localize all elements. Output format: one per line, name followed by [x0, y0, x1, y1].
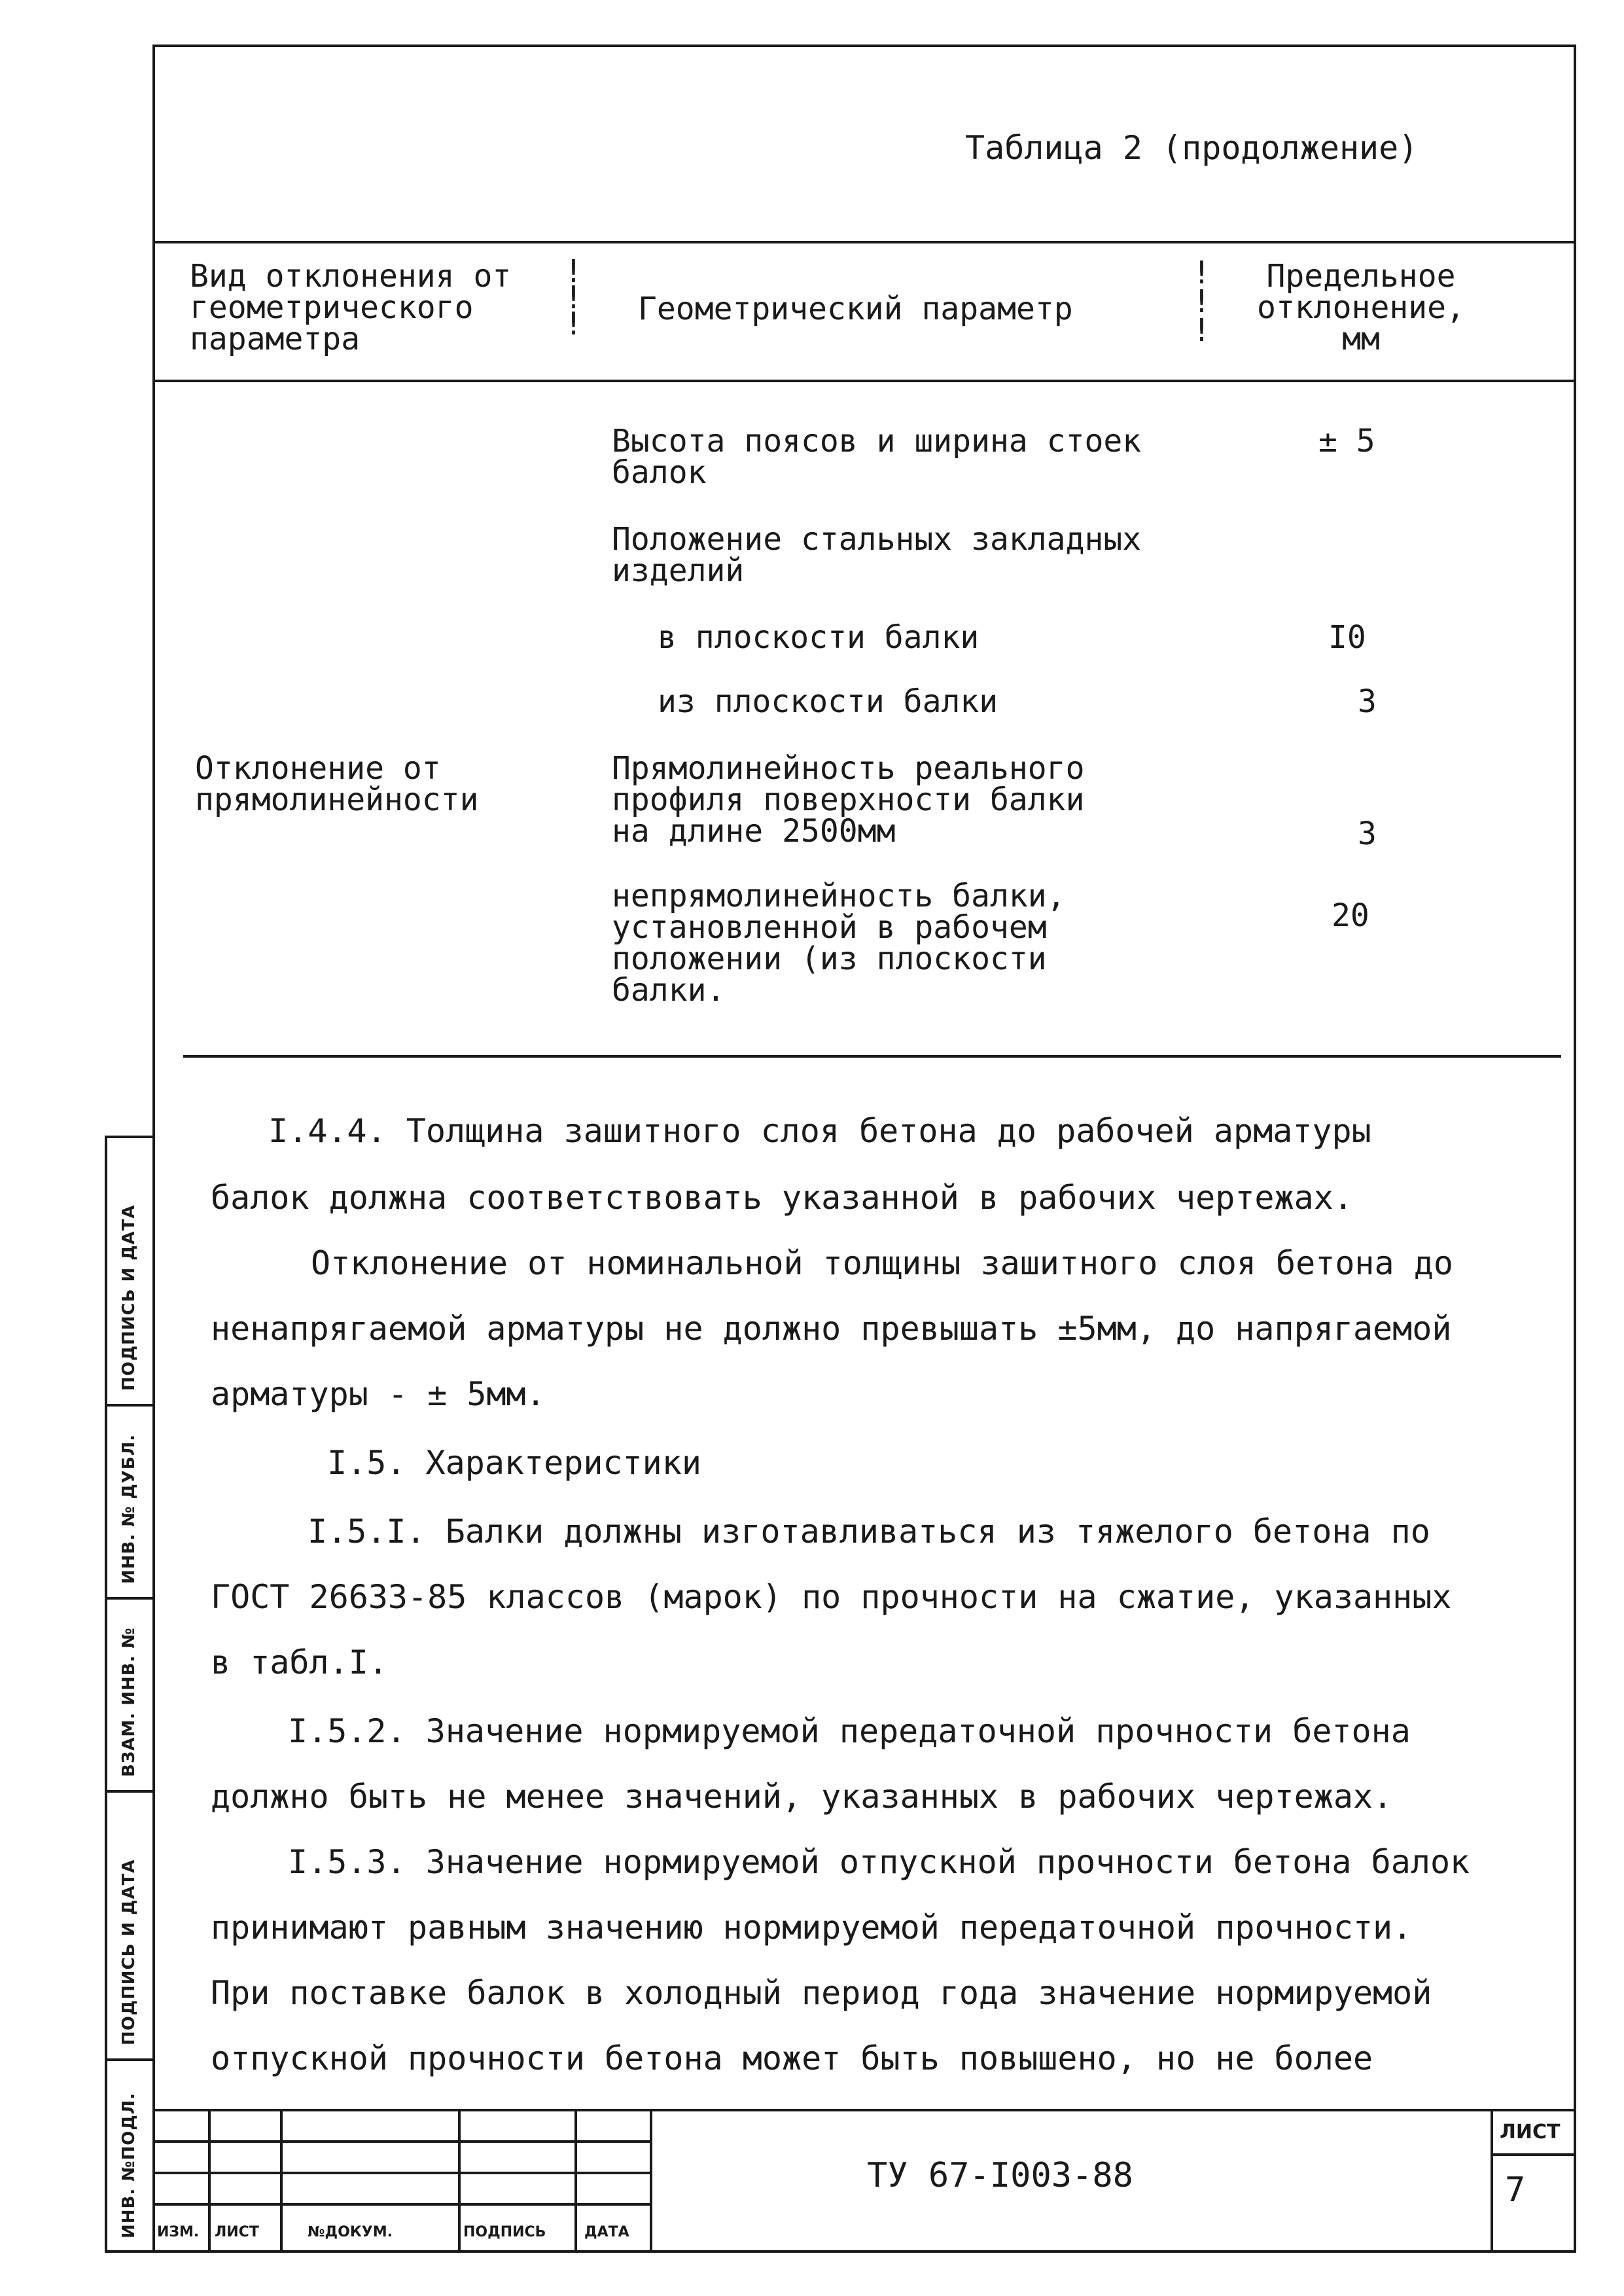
stamp-top-rule [152, 2109, 1576, 2111]
body-line-14: При поставке балок в холодный период года значение нормируемой [211, 1974, 1432, 2012]
header-kind: Вид отклонения от геометрического параметра [190, 258, 512, 357]
side-strip-div-4 [105, 2058, 154, 2061]
table-top-rule [152, 241, 1576, 243]
body-line-4: ненапрягаемой арматуры не должно превышать ±5мм, до напрягаемой [211, 1310, 1452, 1348]
body-line-11: должно быть не менее значений, указанных в рабочих чертежах. [211, 1778, 1393, 1816]
side-label-podpis-1: ПОДПИСЬ И ДАТА [119, 1204, 139, 1391]
stamp-col-podpis: ПОДПИСЬ [463, 2224, 546, 2240]
stamp-col-izm: ИЗМ. [157, 2224, 200, 2240]
stamp-col-6 [1491, 2109, 1493, 2250]
stamp-col-5 [650, 2109, 652, 2250]
side-label-vzam: ВЗАМ. ИНВ. № [119, 1627, 139, 1777]
side-strip-left [105, 1136, 107, 2253]
header-param: Геометрический параметр [638, 291, 1073, 327]
side-strip-div-1 [105, 1404, 154, 1407]
body-line-7: I.5.I. Балки должны изготавливаться из тяжелого бетона по [308, 1513, 1430, 1551]
sheet-number: 7 [1505, 2170, 1526, 2210]
row-4-value: 3 [1358, 683, 1377, 720]
row-6-value: 20 [1332, 897, 1369, 934]
row-1-param: Высота поясов и ширина стоек балок [612, 423, 1142, 491]
sheet-label: ЛИСТ [1500, 2121, 1561, 2144]
document-code: ТУ 67-I003-88 [867, 2156, 1133, 2195]
row-5-value: 3 [1358, 816, 1377, 852]
table-caption: Таблица 2 (продолжение) [965, 129, 1419, 167]
side-strip-top [105, 1136, 154, 1138]
stamp-col-3 [458, 2109, 461, 2250]
header-limit: Предельное отклонение, мм [1257, 258, 1465, 357]
stamp-col-data: ДАТА [584, 2224, 629, 2240]
table-bottom-rule [183, 1055, 1561, 1058]
body-line-8: ГОСТ 26633-85 классов (марок) по прочности на сжатие, указанных [211, 1578, 1452, 1616]
table-header-rule [152, 380, 1576, 382]
body-line-5: арматуры - ± 5мм. [211, 1375, 546, 1413]
row-5-kind: Отклонение от прямолинейности [195, 750, 479, 818]
body-line-2: балок должна соответствовать указанной в рабочих чертежах. [211, 1179, 1353, 1217]
row-1-value: ± 5 [1318, 423, 1375, 459]
header-separator-1: ! ! ! [564, 253, 583, 342]
body-line-15: отпускной прочности бетона может быть повышено, но не более [211, 2039, 1373, 2077]
row-2-param: Положение стальных закладных изделий [612, 521, 1142, 589]
side-label-inv-dubl: ИНВ. № ДУБЛ. [119, 1433, 139, 1584]
stamp-col-dokum: №ДОКУМ. [308, 2224, 393, 2240]
body-line-3: Отклонение от номинальной толщины зашитного слоя бетона до [311, 1244, 1453, 1282]
side-label-podpis-2: ПОДПИСЬ И ДАТА [119, 1859, 139, 2045]
body-line-12: I.5.3. Значение нормируемой отпускной прочности бетона балок [288, 1843, 1470, 1881]
body-line-10: I.5.2. Значение нормируемой передаточной прочности бетона [288, 1712, 1411, 1750]
row-3-value: I0 [1328, 619, 1366, 656]
side-strip-bottom [105, 2250, 154, 2253]
stamp-col-list: ЛИСТ [215, 2224, 259, 2240]
body-line-1: I.4.4. Толщина зашитного слоя бетона до рабочей арматуры [268, 1112, 1371, 1150]
body-line-13: принимают равным значению нормируемой передаточной прочности. [211, 1909, 1413, 1946]
row-5-param: Прямолинейность реального профиля поверхности балки на длине 2500мм [612, 750, 1085, 850]
row-3-param: в плоскости балки [658, 619, 980, 656]
stamp-col-1 [208, 2109, 211, 2250]
body-line-9: в табл.I. [211, 1643, 388, 1681]
side-label-inv-podl: ИНВ. №ПОДЛ. [119, 2092, 139, 2238]
stamp-col-4 [574, 2109, 577, 2250]
body-line-6: I.5. Характеристики [327, 1444, 701, 1482]
stamp-sheet-rule [1491, 2153, 1576, 2156]
side-strip-div-3 [105, 1790, 154, 1793]
stamp-col-2 [280, 2109, 283, 2250]
row-4-param: из плоскости балки [658, 683, 998, 720]
row-6-param: непрямолинейность балки, установленной в рабочем положении (из плоскости балки. [612, 878, 1066, 1009]
header-separator-2: ! ! ! [1192, 255, 1211, 349]
side-strip-div-2 [105, 1597, 154, 1600]
